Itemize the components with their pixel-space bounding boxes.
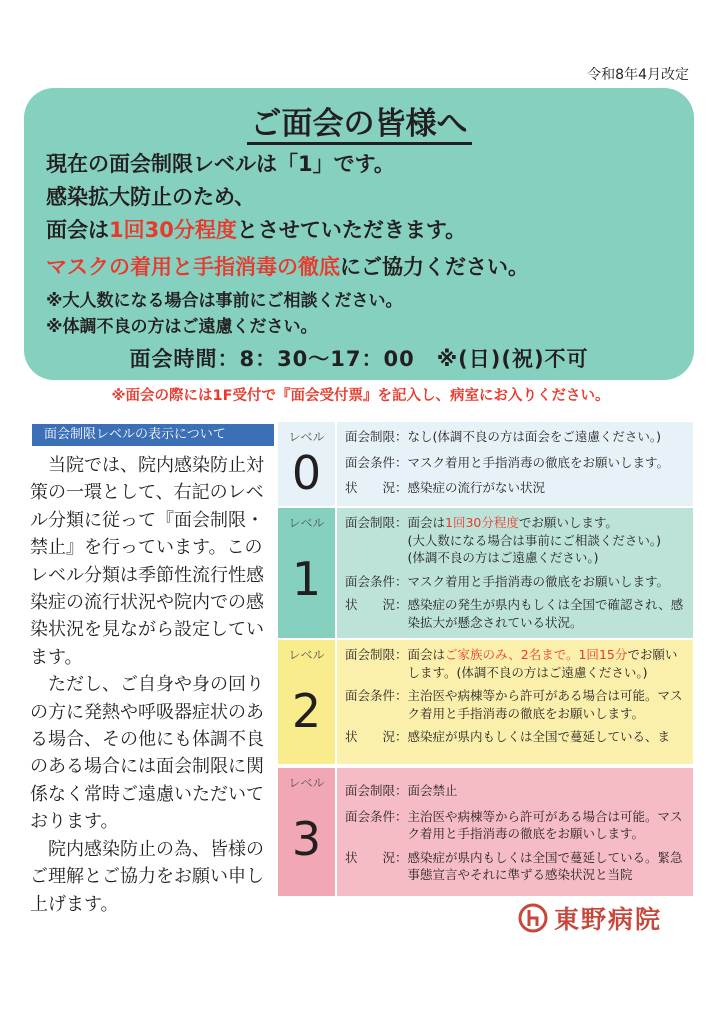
note-large-group: ※大人数になる場合は事前にご相談ください。 bbox=[46, 291, 403, 311]
note-unwell: ※体調不良の方はご遠慮ください。 bbox=[46, 317, 318, 337]
level-1-description: 面会制限： 面会は1回30分程度でお願いします。 (大人数になる場合は事前にご相談ください。) (体調不良の方はご遠慮ください。) 面会条件： マスク着用と手指消毒の徹底をお願いします。 状 況： 感染症の発生が県内もしくは全国で確認され、感染拡大が懸念されている状況。 bbox=[337, 508, 693, 638]
current-level-text: 現在の面会制限レベルは「1」です。 bbox=[46, 152, 395, 176]
reception-notice: ※面会の際には1F受付で『面会受付票』を記入し、病室にお入りください。 bbox=[111, 388, 610, 404]
explanation-paragraph: 院内感染防止の為、皆様のご理解とご協力をお願い申し上げます。 bbox=[30, 838, 264, 915]
reason-text: 感染拡大防止のため、 bbox=[46, 185, 256, 209]
level-1-label: レベル 1 bbox=[278, 508, 335, 638]
level-3-label: レベル 3 bbox=[278, 768, 335, 896]
explanation-paragraph: 当院では、院内感染防止対策の一環として、右記のレベル分類に従って『面会制限・禁止』を行っています。このレベル分類は季節性流行性感染症の流行状況や院内での感染状況を見ながら設定しています。 bbox=[30, 455, 264, 668]
announcement-box bbox=[24, 88, 694, 380]
visiting-hours: 面会時間：8：30～17：00 ※(日)(祝)不可 bbox=[129, 347, 589, 371]
hospital-logo bbox=[518, 900, 662, 936]
explanation-paragraph: ただし、ご自身や身の回りの方に発熱や呼吸器症状のある場合、その他にも体調不良のある場合には面会制限に関係なく常時ご遠慮いただいております。 bbox=[30, 674, 264, 833]
page-title: ご面会の皆様へ bbox=[24, 98, 694, 143]
level-0-description: 面会制限： なし(体調不良の方は面会をご遠慮ください。) 面会条件： マスク着用と手指消毒の徹底をお願いします。 状 況： 感染症の流行がない状況 bbox=[337, 422, 693, 506]
revision-date: 令和8年4月改定 bbox=[587, 67, 689, 83]
explanation-text bbox=[30, 452, 278, 918]
hospital-logo-icon bbox=[518, 903, 548, 933]
section-label: 面会制限レベルの表示について bbox=[32, 424, 274, 446]
mask-request-text: マスクの着用と手指消毒の徹底にご協力ください。 bbox=[46, 255, 529, 279]
level-3-description: 面会制限： 面会禁止 面会条件： 主治医や病棟等から許可がある場合は可能。マスク着用と手指消毒の徹底をお願いします。 状 況： 感染症が県内もしくは全国で蔓延している。緊急事態宣言やそれに準ずる感染状況と当院 bbox=[337, 768, 693, 896]
level-0-label: レベル 0 bbox=[278, 422, 335, 506]
level-2-description: 面会制限： 面会はご家族のみ、2名まで。1回15分でお願いします。(体調不良の方はご遠慮ください。) 面会条件： 主治医や病棟等から許可がある場合は可能。マスク着用と手指消毒の徹底をお願いします。 状 況： 感染症が県内もしくは全国で蔓延している、ま bbox=[337, 640, 693, 764]
level-2-label: レベル 2 bbox=[278, 640, 335, 764]
hospital-name: 東野病院 bbox=[554, 905, 663, 934]
duration-text: 面会は1回30分程度とさせていただきます。 bbox=[46, 218, 467, 242]
